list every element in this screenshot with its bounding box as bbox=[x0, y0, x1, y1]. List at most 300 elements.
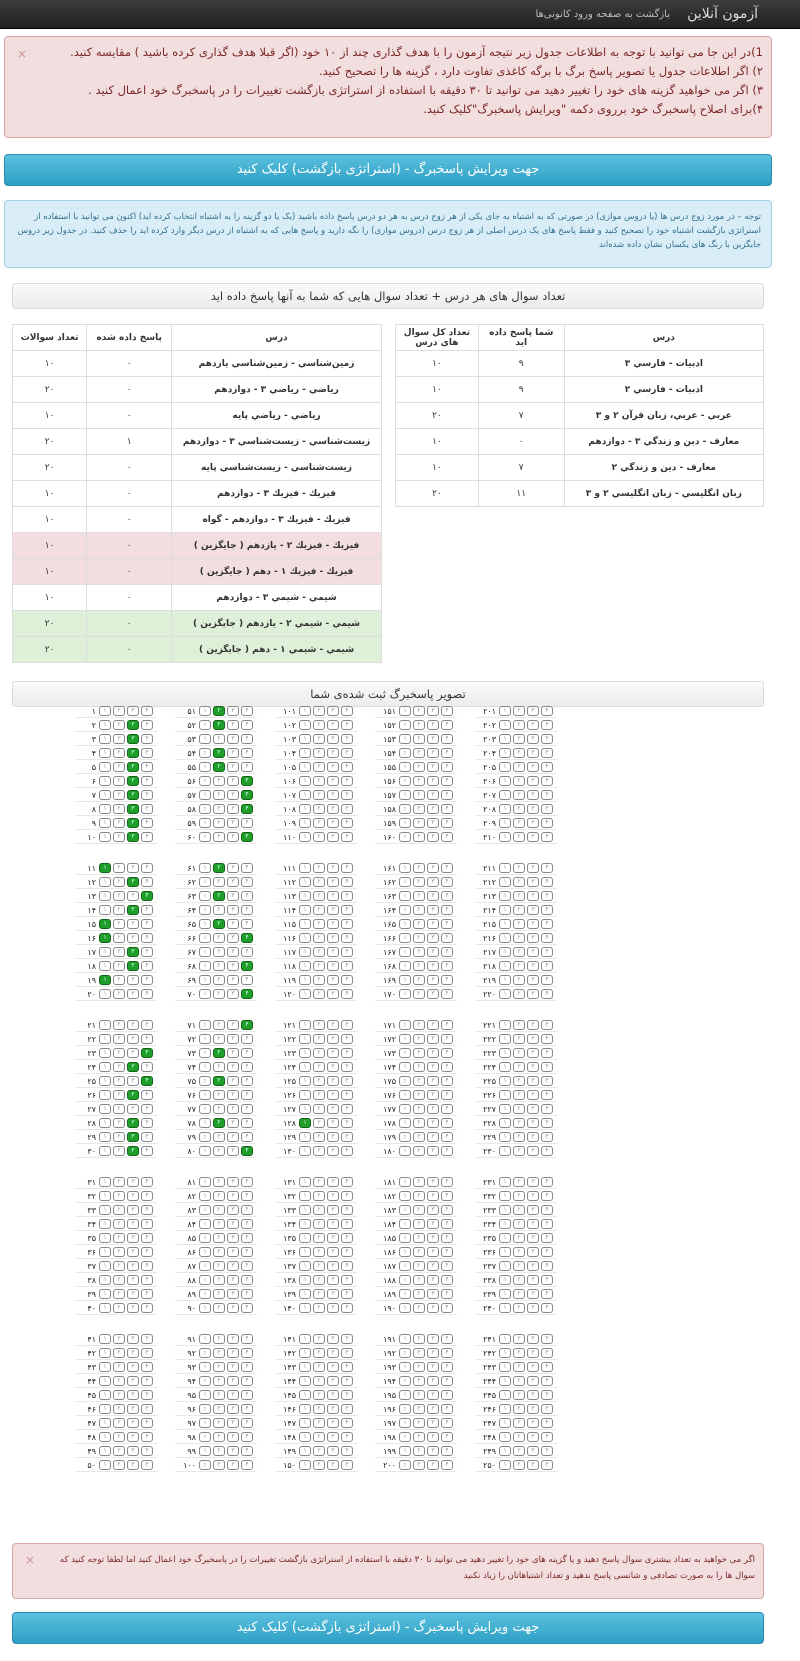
answer-option-bubble[interactable]: ۴ bbox=[441, 1247, 453, 1257]
answer-option-bubble[interactable]: ۴ bbox=[341, 790, 353, 800]
answer-option-bubble[interactable]: ۴ bbox=[241, 762, 253, 772]
answer-option-bubble[interactable]: ۱ bbox=[299, 975, 311, 985]
answer-option-bubble[interactable]: ۳ bbox=[527, 1247, 539, 1257]
answer-option-bubble[interactable]: ۱ bbox=[99, 1205, 111, 1215]
answer-option-bubble[interactable]: ۴ bbox=[441, 891, 453, 901]
answer-option-bubble[interactable]: ۲ bbox=[213, 1132, 225, 1142]
answer-option-bubble[interactable]: ۴ bbox=[541, 1362, 553, 1372]
answer-option-bubble[interactable]: ۱ bbox=[199, 975, 211, 985]
answer-option-bubble[interactable]: ۴ bbox=[441, 1390, 453, 1400]
answer-option-bubble[interactable]: ۲ bbox=[313, 804, 325, 814]
answer-option-bubble[interactable]: ۳ bbox=[227, 790, 239, 800]
answer-option-bubble[interactable]: ۲ bbox=[513, 1191, 525, 1201]
answer-option-bubble[interactable]: ۱ bbox=[399, 1348, 411, 1358]
answer-option-bubble[interactable]: ۳ bbox=[427, 804, 439, 814]
answer-option-bubble[interactable]: ۴ bbox=[441, 961, 453, 971]
answer-option-bubble[interactable]: ۲ bbox=[113, 1219, 125, 1229]
answer-option-bubble[interactable]: ۳ bbox=[127, 1460, 139, 1470]
answer-option-bubble[interactable]: ۴ bbox=[141, 1362, 153, 1372]
answer-option-bubble[interactable]: ۲ bbox=[113, 1191, 125, 1201]
answer-option-bubble[interactable]: ۴ bbox=[341, 762, 353, 772]
answer-option-bubble[interactable]: ۳ bbox=[527, 905, 539, 915]
answer-option-bubble[interactable]: ۱ bbox=[399, 1247, 411, 1257]
answer-option-bubble[interactable]: ۲ bbox=[113, 1289, 125, 1299]
answer-option-bubble[interactable]: ۴ bbox=[541, 1261, 553, 1271]
answer-option-bubble[interactable]: ۳ bbox=[127, 1303, 139, 1313]
answer-option-bubble[interactable]: ۴ bbox=[141, 720, 153, 730]
answer-option-bubble[interactable]: ۲ bbox=[513, 1020, 525, 1030]
answer-option-bubble[interactable]: ۳ bbox=[427, 1219, 439, 1229]
answer-option-bubble[interactable]: ۴ bbox=[341, 720, 353, 730]
answer-option-bubble[interactable]: ۴ bbox=[541, 1376, 553, 1386]
answer-option-bubble[interactable]: ۴ bbox=[341, 832, 353, 842]
answer-option-bubble[interactable]: ۱ bbox=[199, 720, 211, 730]
answer-option-bubble[interactable]: ۴ bbox=[341, 1076, 353, 1086]
answer-option-bubble[interactable]: ۲ bbox=[113, 1334, 125, 1344]
answer-option-bubble[interactable]: ۱ bbox=[299, 877, 311, 887]
answer-option-bubble[interactable]: ۱ bbox=[399, 1062, 411, 1072]
answer-option-bubble[interactable]: ۳ bbox=[327, 748, 339, 758]
answer-option-bubble[interactable]: ۴ bbox=[241, 832, 253, 842]
answer-option-bubble[interactable]: ۲ bbox=[213, 1446, 225, 1456]
answer-option-bubble[interactable]: ۳ bbox=[327, 804, 339, 814]
answer-option-bubble[interactable]: ۳ bbox=[127, 905, 139, 915]
answer-option-bubble[interactable]: ۲ bbox=[213, 706, 225, 716]
answer-option-bubble[interactable]: ۱ bbox=[299, 1191, 311, 1201]
answer-option-bubble[interactable]: ۱ bbox=[499, 1020, 511, 1030]
answer-option-bubble[interactable]: ۴ bbox=[541, 1432, 553, 1442]
answer-option-bubble[interactable]: ۱ bbox=[299, 1460, 311, 1470]
answer-option-bubble[interactable]: ۱ bbox=[399, 1460, 411, 1470]
answer-option-bubble[interactable]: ۱ bbox=[399, 1177, 411, 1187]
answer-option-bubble[interactable]: ۳ bbox=[427, 1034, 439, 1044]
answer-option-bubble[interactable]: ۱ bbox=[299, 1289, 311, 1299]
answer-option-bubble[interactable]: ۲ bbox=[113, 1020, 125, 1030]
answer-option-bubble[interactable]: ۴ bbox=[141, 1289, 153, 1299]
answer-option-bubble[interactable]: ۳ bbox=[227, 1062, 239, 1072]
answer-option-bubble[interactable]: ۳ bbox=[227, 947, 239, 957]
answer-option-bubble[interactable]: ۱ bbox=[199, 748, 211, 758]
answer-option-bubble[interactable]: ۴ bbox=[341, 1348, 353, 1358]
answer-option-bubble[interactable]: ۲ bbox=[413, 748, 425, 758]
answer-option-bubble[interactable]: ۱ bbox=[99, 989, 111, 999]
answer-option-bubble[interactable]: ۱ bbox=[499, 1034, 511, 1044]
answer-option-bubble[interactable]: ۴ bbox=[241, 919, 253, 929]
answer-option-bubble[interactable]: ۲ bbox=[413, 1020, 425, 1030]
answer-option-bubble[interactable]: ۱ bbox=[99, 1303, 111, 1313]
answer-option-bubble[interactable]: ۴ bbox=[441, 818, 453, 828]
answer-option-bubble[interactable]: ۱ bbox=[299, 1076, 311, 1086]
answer-option-bubble[interactable]: ۴ bbox=[141, 818, 153, 828]
answer-option-bubble[interactable]: ۴ bbox=[341, 933, 353, 943]
answer-option-bubble[interactable]: ۳ bbox=[227, 989, 239, 999]
answer-option-bubble[interactable]: ۴ bbox=[341, 1432, 353, 1442]
answer-option-bubble[interactable]: ۱ bbox=[499, 1205, 511, 1215]
answer-option-bubble[interactable]: ۱ bbox=[399, 1432, 411, 1442]
answer-option-bubble[interactable]: ۱ bbox=[199, 790, 211, 800]
answer-option-bubble[interactable]: ۲ bbox=[313, 1205, 325, 1215]
answer-option-bubble[interactable]: ۲ bbox=[513, 1076, 525, 1086]
answer-option-bubble[interactable]: ۴ bbox=[441, 1104, 453, 1114]
answer-option-bubble[interactable]: ۳ bbox=[227, 1432, 239, 1442]
answer-option-bubble[interactable]: ۲ bbox=[413, 762, 425, 772]
answer-option-bubble[interactable]: ۱ bbox=[399, 919, 411, 929]
answer-option-bubble[interactable]: ۳ bbox=[327, 1289, 339, 1299]
answer-option-bubble[interactable]: ۲ bbox=[513, 1376, 525, 1386]
answer-option-bubble[interactable]: ۳ bbox=[527, 947, 539, 957]
answer-option-bubble[interactable]: ۴ bbox=[541, 1390, 553, 1400]
answer-option-bubble[interactable]: ۲ bbox=[313, 762, 325, 772]
answer-option-bubble[interactable]: ۲ bbox=[213, 1418, 225, 1428]
answer-option-bubble[interactable]: ۲ bbox=[313, 1348, 325, 1358]
answer-option-bubble[interactable]: ۲ bbox=[313, 1118, 325, 1128]
answer-option-bubble[interactable]: ۲ bbox=[213, 1146, 225, 1156]
answer-option-bubble[interactable]: ۴ bbox=[441, 832, 453, 842]
answer-option-bubble[interactable]: ۱ bbox=[199, 891, 211, 901]
answer-option-bubble[interactable]: ۳ bbox=[427, 720, 439, 730]
answer-option-bubble[interactable]: ۲ bbox=[413, 1233, 425, 1243]
answer-option-bubble[interactable]: ۴ bbox=[141, 1191, 153, 1201]
answer-option-bubble[interactable]: ۱ bbox=[399, 1233, 411, 1243]
answer-option-bubble[interactable]: ۲ bbox=[513, 1048, 525, 1058]
answer-option-bubble[interactable]: ۲ bbox=[113, 748, 125, 758]
answer-option-bubble[interactable]: ۲ bbox=[513, 1177, 525, 1187]
answer-option-bubble[interactable]: ۲ bbox=[413, 1205, 425, 1215]
answer-option-bubble[interactable]: ۳ bbox=[527, 1118, 539, 1128]
answer-option-bubble[interactable]: ۱ bbox=[499, 1132, 511, 1142]
answer-option-bubble[interactable]: ۴ bbox=[141, 1247, 153, 1257]
answer-option-bubble[interactable]: ۳ bbox=[227, 1418, 239, 1428]
answer-option-bubble[interactable]: ۱ bbox=[299, 1034, 311, 1044]
answer-option-bubble[interactable]: ۱ bbox=[399, 1219, 411, 1229]
answer-option-bubble[interactable]: ۱ bbox=[399, 961, 411, 971]
answer-option-bubble[interactable]: ۴ bbox=[141, 919, 153, 929]
answer-option-bubble[interactable]: ۱ bbox=[299, 1418, 311, 1428]
answer-option-bubble[interactable]: ۲ bbox=[413, 790, 425, 800]
answer-option-bubble[interactable]: ۴ bbox=[141, 1205, 153, 1215]
answer-option-bubble[interactable]: ۳ bbox=[127, 1233, 139, 1243]
answer-option-bubble[interactable]: ۴ bbox=[141, 1034, 153, 1044]
answer-option-bubble[interactable]: ۳ bbox=[327, 1076, 339, 1086]
answer-option-bubble[interactable]: ۱ bbox=[299, 706, 311, 716]
answer-option-bubble[interactable]: ۳ bbox=[527, 1275, 539, 1285]
answer-option-bubble[interactable]: ۴ bbox=[541, 1460, 553, 1470]
answer-option-bubble[interactable]: ۳ bbox=[227, 1376, 239, 1386]
answer-option-bubble[interactable]: ۴ bbox=[141, 1020, 153, 1030]
answer-option-bubble[interactable]: ۳ bbox=[327, 790, 339, 800]
answer-option-bubble[interactable]: ۲ bbox=[213, 734, 225, 744]
answer-option-bubble[interactable]: ۴ bbox=[341, 1062, 353, 1072]
answer-option-bubble[interactable]: ۴ bbox=[541, 1034, 553, 1044]
answer-option-bubble[interactable]: ۳ bbox=[127, 1146, 139, 1156]
answer-option-bubble[interactable]: ۱ bbox=[399, 1020, 411, 1030]
answer-option-bubble[interactable]: ۲ bbox=[213, 1390, 225, 1400]
answer-option-bubble[interactable]: ۳ bbox=[127, 734, 139, 744]
answer-option-bubble[interactable]: ۱ bbox=[99, 933, 111, 943]
answer-option-bubble[interactable]: ۳ bbox=[127, 1090, 139, 1100]
answer-option-bubble[interactable]: ۱ bbox=[99, 1191, 111, 1201]
answer-option-bubble[interactable]: ۴ bbox=[141, 1048, 153, 1058]
answer-option-bubble[interactable]: ۲ bbox=[413, 1404, 425, 1414]
answer-option-bubble[interactable]: ۳ bbox=[227, 1348, 239, 1358]
answer-option-bubble[interactable]: ۱ bbox=[499, 1191, 511, 1201]
answer-option-bubble[interactable]: ۲ bbox=[413, 919, 425, 929]
answer-option-bubble[interactable]: ۲ bbox=[213, 1177, 225, 1187]
answer-option-bubble[interactable]: ۲ bbox=[113, 832, 125, 842]
answer-option-bubble[interactable]: ۳ bbox=[527, 1205, 539, 1215]
answer-option-bubble[interactable]: ۲ bbox=[213, 1191, 225, 1201]
answer-option-bubble[interactable]: ۲ bbox=[313, 1261, 325, 1271]
answer-option-bubble[interactable]: ۳ bbox=[327, 919, 339, 929]
answer-option-bubble[interactable]: ۲ bbox=[213, 1404, 225, 1414]
answer-option-bubble[interactable]: ۱ bbox=[299, 1177, 311, 1187]
answer-option-bubble[interactable]: ۲ bbox=[213, 891, 225, 901]
answer-option-bubble[interactable]: ۱ bbox=[399, 734, 411, 744]
answer-option-bubble[interactable]: ۲ bbox=[313, 975, 325, 985]
answer-option-bubble[interactable]: ۲ bbox=[113, 1118, 125, 1128]
answer-option-bubble[interactable]: ۲ bbox=[213, 1432, 225, 1442]
answer-option-bubble[interactable]: ۴ bbox=[441, 1132, 453, 1142]
answer-option-bubble[interactable]: ۳ bbox=[427, 877, 439, 887]
answer-option-bubble[interactable]: ۴ bbox=[541, 1118, 553, 1128]
answer-option-bubble[interactable]: ۴ bbox=[141, 1446, 153, 1456]
answer-option-bubble[interactable]: ۳ bbox=[427, 1303, 439, 1313]
answer-option-bubble[interactable]: ۲ bbox=[113, 804, 125, 814]
answer-option-bubble[interactable]: ۳ bbox=[527, 989, 539, 999]
answer-option-bubble[interactable]: ۳ bbox=[527, 1376, 539, 1386]
answer-option-bubble[interactable]: ۴ bbox=[541, 776, 553, 786]
answer-option-bubble[interactable]: ۱ bbox=[199, 947, 211, 957]
answer-option-bubble[interactable]: ۲ bbox=[413, 832, 425, 842]
answer-option-bubble[interactable]: ۱ bbox=[399, 1090, 411, 1100]
answer-option-bubble[interactable]: ۴ bbox=[241, 1048, 253, 1058]
answer-option-bubble[interactable]: ۲ bbox=[513, 863, 525, 873]
answer-option-bubble[interactable]: ۱ bbox=[99, 975, 111, 985]
answer-option-bubble[interactable]: ۴ bbox=[241, 1177, 253, 1187]
answer-option-bubble[interactable]: ۱ bbox=[199, 1076, 211, 1086]
answer-option-bubble[interactable]: ۴ bbox=[341, 1020, 353, 1030]
answer-option-bubble[interactable]: ۴ bbox=[241, 877, 253, 887]
answer-option-bubble[interactable]: ۱ bbox=[399, 1334, 411, 1344]
answer-option-bubble[interactable]: ۳ bbox=[327, 1020, 339, 1030]
answer-option-bubble[interactable]: ۴ bbox=[441, 734, 453, 744]
answer-option-bubble[interactable]: ۱ bbox=[399, 1289, 411, 1299]
answer-option-bubble[interactable]: ۲ bbox=[213, 905, 225, 915]
answer-option-bubble[interactable]: ۴ bbox=[241, 1191, 253, 1201]
answer-option-bubble[interactable]: ۱ bbox=[299, 1390, 311, 1400]
answer-option-bubble[interactable]: ۳ bbox=[327, 1177, 339, 1187]
answer-option-bubble[interactable]: ۱ bbox=[99, 1233, 111, 1243]
answer-option-bubble[interactable]: ۱ bbox=[299, 1048, 311, 1058]
answer-option-bubble[interactable]: ۱ bbox=[199, 989, 211, 999]
answer-option-bubble[interactable]: ۱ bbox=[399, 933, 411, 943]
answer-option-bubble[interactable]: ۴ bbox=[141, 1062, 153, 1072]
answer-option-bubble[interactable]: ۴ bbox=[241, 1090, 253, 1100]
answer-option-bubble[interactable]: ۳ bbox=[527, 790, 539, 800]
answer-option-bubble[interactable]: ۳ bbox=[527, 734, 539, 744]
answer-option-bubble[interactable]: ۳ bbox=[227, 1303, 239, 1313]
answer-option-bubble[interactable]: ۳ bbox=[227, 734, 239, 744]
answer-option-bubble[interactable]: ۱ bbox=[199, 776, 211, 786]
answer-option-bubble[interactable]: ۲ bbox=[413, 804, 425, 814]
answer-option-bubble[interactable]: ۲ bbox=[113, 863, 125, 873]
answer-option-bubble[interactable]: ۳ bbox=[327, 1146, 339, 1156]
answer-option-bubble[interactable]: ۱ bbox=[299, 804, 311, 814]
answer-option-bubble[interactable]: ۳ bbox=[427, 706, 439, 716]
answer-option-bubble[interactable]: ۱ bbox=[399, 790, 411, 800]
answer-option-bubble[interactable]: ۳ bbox=[127, 1362, 139, 1372]
answer-option-bubble[interactable]: ۱ bbox=[399, 947, 411, 957]
answer-option-bubble[interactable]: ۱ bbox=[299, 1146, 311, 1156]
answer-option-bubble[interactable]: ۱ bbox=[99, 776, 111, 786]
answer-option-bubble[interactable]: ۱ bbox=[299, 1404, 311, 1414]
answer-option-bubble[interactable]: ۱ bbox=[399, 1191, 411, 1201]
answer-option-bubble[interactable]: ۱ bbox=[199, 1146, 211, 1156]
answer-option-bubble[interactable]: ۳ bbox=[127, 762, 139, 772]
edit-answer-sheet-button-bottom[interactable]: جهت ویرایش پاسخبرگ - (استراتژی بازگشت) کلیک کنید bbox=[12, 1612, 764, 1644]
answer-option-bubble[interactable]: ۴ bbox=[241, 1362, 253, 1372]
answer-option-bubble[interactable]: ۲ bbox=[113, 1390, 125, 1400]
answer-option-bubble[interactable]: ۳ bbox=[327, 1404, 339, 1414]
answer-option-bubble[interactable]: ۳ bbox=[327, 1362, 339, 1372]
answer-option-bubble[interactable]: ۳ bbox=[227, 933, 239, 943]
answer-option-bubble[interactable]: ۴ bbox=[341, 706, 353, 716]
answer-option-bubble[interactable]: ۲ bbox=[313, 1418, 325, 1428]
answer-option-bubble[interactable]: ۴ bbox=[141, 1404, 153, 1414]
answer-option-bubble[interactable]: ۴ bbox=[441, 776, 453, 786]
answer-option-bubble[interactable]: ۳ bbox=[327, 877, 339, 887]
answer-option-bubble[interactable]: ۲ bbox=[413, 1048, 425, 1058]
answer-option-bubble[interactable]: ۳ bbox=[427, 863, 439, 873]
answer-option-bubble[interactable]: ۴ bbox=[241, 818, 253, 828]
answer-option-bubble[interactable]: ۱ bbox=[299, 1432, 311, 1442]
answer-option-bubble[interactable]: ۱ bbox=[499, 863, 511, 873]
close-icon[interactable]: × bbox=[17, 47, 28, 61]
answer-option-bubble[interactable]: ۳ bbox=[427, 961, 439, 971]
answer-option-bubble[interactable]: ۲ bbox=[313, 1390, 325, 1400]
answer-option-bubble[interactable]: ۳ bbox=[327, 706, 339, 716]
answer-option-bubble[interactable]: ۳ bbox=[527, 1303, 539, 1313]
answer-option-bubble[interactable]: ۱ bbox=[299, 1334, 311, 1344]
answer-option-bubble[interactable]: ۴ bbox=[441, 933, 453, 943]
answer-option-bubble[interactable]: ۲ bbox=[513, 961, 525, 971]
answer-option-bubble[interactable]: ۲ bbox=[313, 1289, 325, 1299]
answer-option-bubble[interactable]: ۴ bbox=[441, 1348, 453, 1358]
answer-option-bubble[interactable]: ۱ bbox=[99, 748, 111, 758]
answer-option-bubble[interactable]: ۴ bbox=[341, 1303, 353, 1313]
answer-option-bubble[interactable]: ۴ bbox=[541, 919, 553, 929]
answer-option-bubble[interactable]: ۱ bbox=[99, 720, 111, 730]
answer-option-bubble[interactable]: ۱ bbox=[499, 1076, 511, 1086]
answer-option-bubble[interactable]: ۲ bbox=[113, 1205, 125, 1215]
answer-option-bubble[interactable]: ۴ bbox=[541, 1076, 553, 1086]
answer-option-bubble[interactable]: ۱ bbox=[199, 1118, 211, 1128]
answer-option-bubble[interactable]: ۱ bbox=[499, 1219, 511, 1229]
answer-option-bubble[interactable]: ۴ bbox=[441, 1275, 453, 1285]
answer-option-bubble[interactable]: ۱ bbox=[99, 919, 111, 929]
answer-option-bubble[interactable]: ۳ bbox=[127, 1261, 139, 1271]
answer-option-bubble[interactable]: ۳ bbox=[427, 933, 439, 943]
answer-option-bubble[interactable]: ۲ bbox=[513, 1289, 525, 1299]
answer-option-bubble[interactable]: ۲ bbox=[413, 1348, 425, 1358]
answer-option-bubble[interactable]: ۴ bbox=[141, 989, 153, 999]
answer-option-bubble[interactable]: ۳ bbox=[427, 1205, 439, 1215]
answer-option-bubble[interactable]: ۴ bbox=[541, 706, 553, 716]
answer-option-bubble[interactable]: ۳ bbox=[327, 1376, 339, 1386]
answer-option-bubble[interactable]: ۱ bbox=[199, 933, 211, 943]
answer-option-bubble[interactable]: ۱ bbox=[199, 1062, 211, 1072]
answer-option-bubble[interactable]: ۱ bbox=[199, 1362, 211, 1372]
answer-option-bubble[interactable]: ۱ bbox=[399, 1205, 411, 1215]
answer-option-bubble[interactable]: ۲ bbox=[113, 877, 125, 887]
answer-option-bubble[interactable]: ۴ bbox=[441, 1460, 453, 1470]
answer-option-bubble[interactable]: ۲ bbox=[313, 1146, 325, 1156]
answer-option-bubble[interactable]: ۳ bbox=[227, 1404, 239, 1414]
answer-option-bubble[interactable]: ۱ bbox=[399, 1261, 411, 1271]
answer-option-bubble[interactable]: ۱ bbox=[299, 905, 311, 915]
answer-option-bubble[interactable]: ۲ bbox=[313, 1020, 325, 1030]
answer-option-bubble[interactable]: ۱ bbox=[499, 762, 511, 772]
answer-option-bubble[interactable]: ۳ bbox=[227, 877, 239, 887]
answer-option-bubble[interactable]: ۴ bbox=[141, 1090, 153, 1100]
answer-option-bubble[interactable]: ۴ bbox=[141, 1418, 153, 1428]
answer-option-bubble[interactable]: ۴ bbox=[441, 1418, 453, 1428]
answer-option-bubble[interactable]: ۳ bbox=[227, 1205, 239, 1215]
answer-option-bubble[interactable]: ۱ bbox=[299, 1446, 311, 1456]
answer-option-bubble[interactable]: ۱ bbox=[499, 1247, 511, 1257]
answer-option-bubble[interactable]: ۲ bbox=[213, 1289, 225, 1299]
answer-option-bubble[interactable]: ۲ bbox=[513, 1132, 525, 1142]
answer-option-bubble[interactable]: ۳ bbox=[427, 832, 439, 842]
answer-option-bubble[interactable]: ۴ bbox=[141, 1432, 153, 1442]
answer-option-bubble[interactable]: ۴ bbox=[441, 989, 453, 999]
answer-option-bubble[interactable]: ۳ bbox=[527, 1404, 539, 1414]
answer-option-bubble[interactable]: ۳ bbox=[127, 1062, 139, 1072]
answer-option-bubble[interactable]: ۴ bbox=[341, 1404, 353, 1414]
answer-option-bubble[interactable]: ۲ bbox=[513, 1034, 525, 1044]
answer-option-bubble[interactable]: ۲ bbox=[213, 1348, 225, 1358]
answer-option-bubble[interactable]: ۳ bbox=[527, 1219, 539, 1229]
answer-option-bubble[interactable]: ۴ bbox=[141, 877, 153, 887]
answer-option-bubble[interactable]: ۲ bbox=[313, 877, 325, 887]
answer-option-bubble[interactable]: ۲ bbox=[313, 776, 325, 786]
answer-option-bubble[interactable]: ۴ bbox=[541, 748, 553, 758]
answer-option-bubble[interactable]: ۴ bbox=[341, 1219, 353, 1229]
answer-option-bubble[interactable]: ۴ bbox=[541, 1404, 553, 1414]
answer-option-bubble[interactable]: ۱ bbox=[99, 1104, 111, 1114]
answer-option-bubble[interactable]: ۳ bbox=[127, 748, 139, 758]
answer-option-bubble[interactable]: ۳ bbox=[127, 1247, 139, 1257]
answer-option-bubble[interactable]: ۴ bbox=[341, 1233, 353, 1243]
answer-option-bubble[interactable]: ۲ bbox=[213, 1034, 225, 1044]
answer-option-bubble[interactable]: ۲ bbox=[113, 1146, 125, 1156]
answer-option-bubble[interactable]: ۳ bbox=[527, 933, 539, 943]
answer-option-bubble[interactable]: ۳ bbox=[327, 863, 339, 873]
answer-option-bubble[interactable]: ۴ bbox=[541, 933, 553, 943]
answer-option-bubble[interactable]: ۴ bbox=[541, 762, 553, 772]
answer-option-bubble[interactable]: ۱ bbox=[399, 1418, 411, 1428]
answer-option-bubble[interactable]: ۴ bbox=[241, 776, 253, 786]
answer-option-bubble[interactable]: ۱ bbox=[99, 1020, 111, 1030]
answer-option-bubble[interactable]: ۱ bbox=[399, 1275, 411, 1285]
answer-option-bubble[interactable]: ۳ bbox=[427, 947, 439, 957]
answer-option-bubble[interactable]: ۳ bbox=[427, 790, 439, 800]
answer-option-bubble[interactable]: ۴ bbox=[241, 1062, 253, 1072]
answer-option-bubble[interactable]: ۲ bbox=[513, 1418, 525, 1428]
answer-option-bubble[interactable]: ۱ bbox=[299, 1219, 311, 1229]
answer-option-bubble[interactable]: ۳ bbox=[127, 720, 139, 730]
answer-option-bubble[interactable]: ۴ bbox=[441, 1362, 453, 1372]
